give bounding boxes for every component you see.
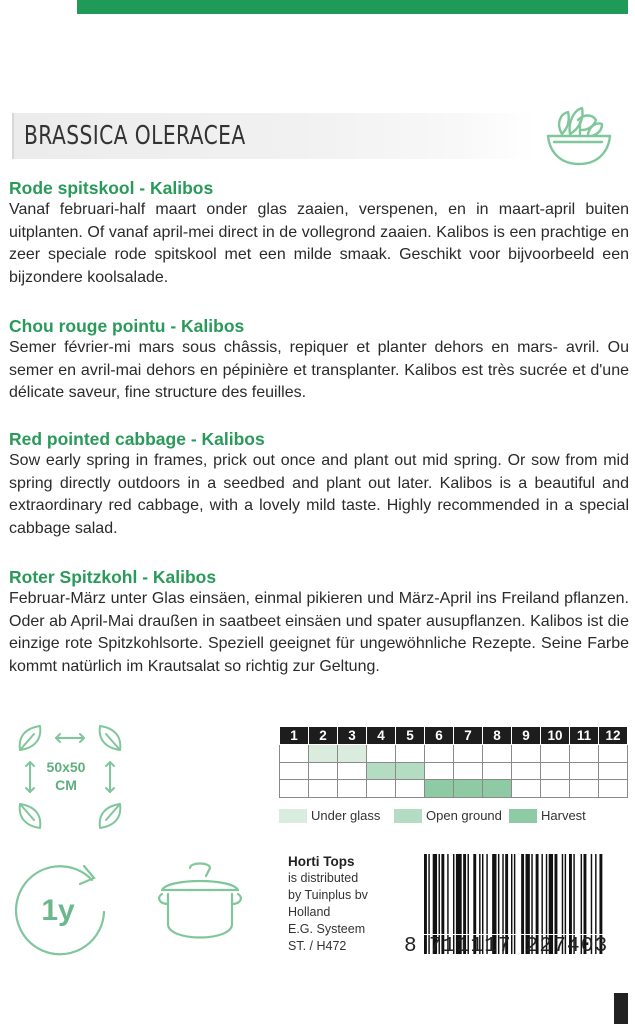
calendar-cell [512,745,541,763]
section-title: Chou rouge pointu - Kalibos [9,316,245,336]
barcode-first-digit: 8 [404,935,418,958]
barcode-digits: 711117 227403 [429,935,609,958]
month-3: 3 [338,727,367,745]
month-2: 2 [309,727,338,745]
line: spater ausupflanzen. Kalibos ist die einzige rote Spitzkohlsorte. Speziell [9,612,629,653]
month-1: 1 [280,727,309,745]
month-12: 12 [599,727,628,745]
line: avril. Ou semer en avril-mai dehors en pépinière et transplanter. Kalibos est [9,339,629,379]
calendar-cell [541,762,570,780]
calendar-cell [309,762,338,780]
plant-spacing-icon [14,720,126,830]
legend-under-glass [279,808,380,823]
sowing-calendar [279,726,628,798]
month-8: 8 [483,727,512,745]
month-5: 5 [396,727,425,745]
calendar-cell [541,745,570,763]
calendar-cell [309,745,338,763]
legend-harvest [509,808,586,823]
line: Sow early spring in frames, prick out once and plant out mid spring. Or sow [9,452,560,469]
section-title: Red pointed cabbage - Kalibos [9,429,265,449]
month-9: 9 [512,727,541,745]
distributor-info [288,853,368,955]
calendar-cell [570,762,599,780]
brand-name: Horti Tops [288,854,355,869]
row-harvest [280,780,628,798]
calendar-cell [483,780,512,798]
distributor-line: ST. / H472 [288,939,347,953]
line: Semer février-mi mars sous châssis, repiquer et planter dehors en mars- [9,339,558,356]
cooking-pot-icon [148,858,252,962]
calendar-cell [280,780,309,798]
section-body [9,199,629,290]
line: Vanaf februari-half maart onder glas zaaien, verspenen, en in maart-april [9,201,576,218]
month-10: 10 [541,727,570,745]
calendar-cell [367,780,396,798]
section-body [9,588,629,679]
month-7: 7 [454,727,483,745]
corner-mark [614,993,628,1024]
section-french [9,315,629,405]
calendar-cell [512,762,541,780]
section-body [9,450,629,541]
calendar-cell [425,780,454,798]
duration-label: 1y [41,894,75,927]
barcode-number [404,934,629,958]
section-english [9,428,629,541]
calendar-cell [599,780,628,798]
latin-name-banner [12,113,536,159]
distributor-line: by Tuinplus bv [288,888,368,902]
line: Februar-März unter Glas einsäen, einmal pikieren und März-April ins [9,590,497,607]
line: from mid spring directly outdoors in a seedbed and plant out later. Kalibos [9,452,629,492]
calendar-cell [367,745,396,763]
calendar-cell [396,745,425,763]
calendar-cell [367,762,396,780]
calendar-cell [541,780,570,798]
legend-swatch [394,809,422,823]
calendar-cell [570,745,599,763]
row-open-ground [280,762,628,780]
section-german [9,566,629,679]
calendar-cell [396,780,425,798]
line: is een prachtige en zeer speciale rode spitskool met een milde smaak. [9,223,630,264]
calendar-cell [483,762,512,780]
calendar-cell [309,780,338,798]
line: Krautsalat so richtig zur Geltung. [147,658,380,676]
section-dutch [9,177,629,290]
calendar-cell [425,762,454,780]
calendar-cell [483,745,512,763]
line: buiten uitplanten. Of vanaf april-mei direct in de vollegrond zaaien. Kalibos [9,201,629,241]
calendar-cell [425,745,454,763]
spacing-value: 50x50 [46,759,86,775]
calendar-cell [454,745,483,763]
legend-label: Harvest [541,808,586,823]
line: Geschikt voor bijvoorbeeld een bijzondere koolsalade. [9,246,629,287]
salad-bowl-icon [540,100,618,170]
calendar-cell [512,780,541,798]
barcode-bar [424,854,427,954]
annual-cycle-icon [14,852,110,972]
legend-label: Under glass [311,808,381,823]
legend-open-ground [394,808,502,823]
calendar-cell [599,745,628,763]
calendar-cell [396,762,425,780]
top-color-bar [77,0,628,14]
calendar-cell [338,745,367,763]
month-6: 6 [425,727,454,745]
month-11: 11 [570,727,599,745]
line: très sucrée et d'une délicate saveur, fine structure des feuilles. [9,361,630,402]
calendar-cell [280,762,309,780]
legend-label: Open ground [426,808,502,823]
calendar-cell [570,780,599,798]
legend-swatch [509,809,537,823]
legend-swatch [279,809,307,823]
line: is a beautiful and extraordinary red cabbage, with a lovely mild taste. Highly [9,474,629,515]
distributor-line: E.G. Systeem [288,922,366,936]
calendar-cell [338,762,367,780]
line: Freiland pflanzen. Oder ab April-Mai draußen in saatbeet einsäen und [9,590,630,630]
calendar-cell [454,762,483,780]
calendar-cell [454,780,483,798]
calendar-cell [599,762,628,780]
row-under-glass [280,745,628,763]
calendar-cell [280,745,309,763]
spacing-unit: CM [55,777,77,793]
distributor-line: is distributed [288,871,359,885]
section-body [9,337,629,405]
calendar-header [280,727,628,745]
line: geeignet für ungewöhnliche Rezepte. Seine Farbe kommt natürlich im [9,635,629,676]
distributor-line: Holland [288,905,331,919]
section-title: Roter Spitzkohl - Kalibos [9,567,217,587]
month-4: 4 [367,727,396,745]
line: recommended in a special cabbage salad. [9,497,629,538]
latin-name: BRASSICA OLERACEA [24,121,246,151]
section-title: Rode spitskool - Kalibos [9,178,214,198]
calendar-cell [338,780,367,798]
